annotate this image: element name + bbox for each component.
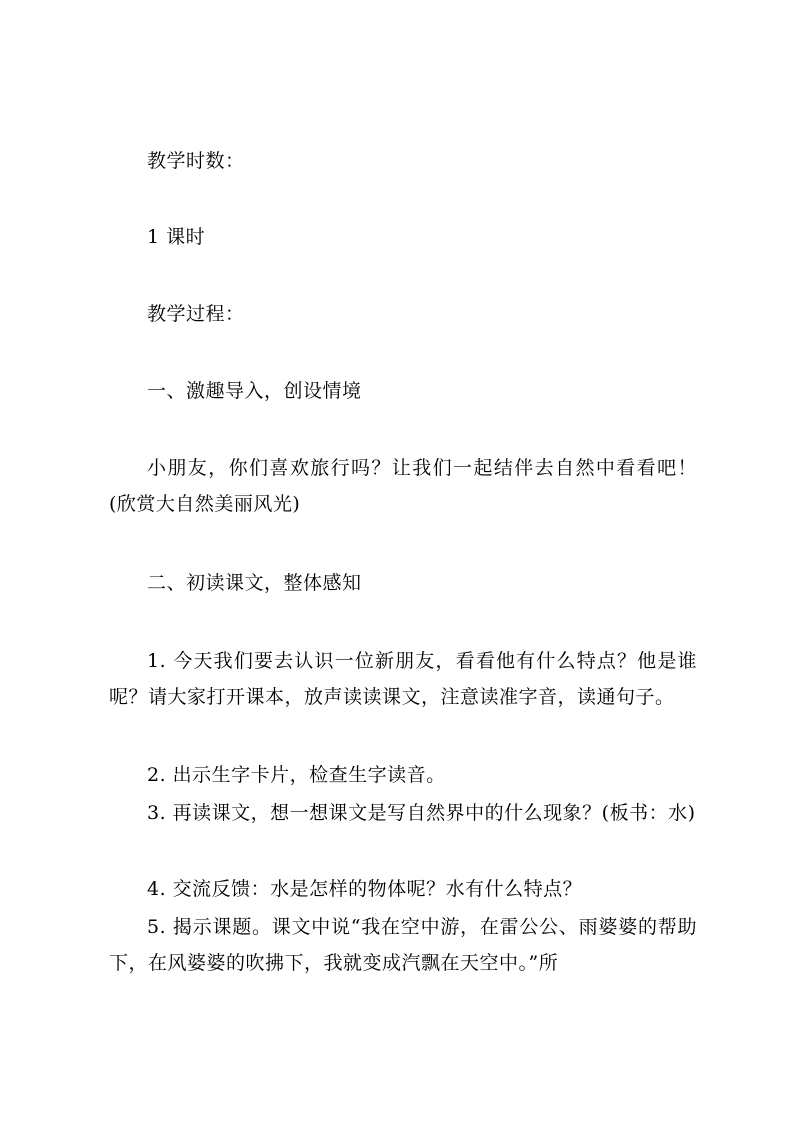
section-1-heading: 一、激趣导入，创设情境 (147, 380, 362, 402)
teaching-process-label: 教学过程： (147, 303, 245, 325)
step-2: 2. 出示生字卡片，检查生字读音。 (147, 764, 446, 786)
step-5: 5. 揭示课题。课文中说“我在空中游，在雷公公、雨婆婆的帮助下，在风婆婆的吹拂下，我就变成汽飘在天空中。”所 (109, 916, 697, 974)
section-1-paragraph: 小朋友，你们喜欢旅行吗？让我们一起结伴去自然中看看吧！(欣赏大自然美丽风光) (109, 457, 697, 515)
section-2-heading: 二、初读课文，整体感知 (147, 572, 362, 594)
step-3: 3. 再读课文，想一想课文是写自然界中的什么现象？(板书：水) (147, 802, 696, 824)
teaching-hours-value: 1 课时 (147, 226, 206, 248)
step-4: 4. 交流反馈：水是怎样的物体呢？水有什么特点？ (147, 878, 583, 900)
teaching-hours-label: 教学时数： (147, 150, 245, 172)
step-1: 1. 今天我们要去认识一位新朋友，看看他有什么特点？他是谁呢？请大家打开课本，放声读读课文，注意读准字音，读通句子。 (109, 650, 697, 708)
